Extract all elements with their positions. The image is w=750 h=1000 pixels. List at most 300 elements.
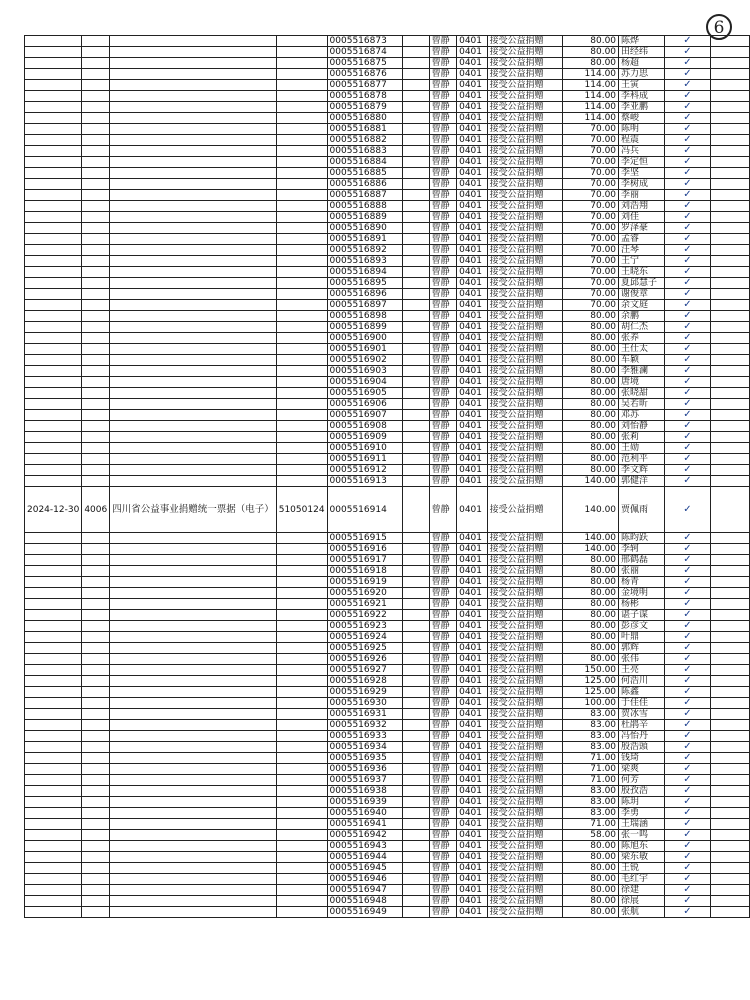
check-mark-cell: ✓	[664, 676, 711, 687]
remark-cell	[711, 454, 750, 465]
date-cell	[25, 621, 82, 632]
issuer-cell: 曾静	[429, 808, 457, 819]
summary-cell: 接受公益捐赠	[487, 610, 562, 621]
amount-cell: 80.00	[562, 654, 618, 665]
date-cell	[25, 610, 82, 621]
remark-cell	[711, 885, 750, 896]
voucher-number-cell	[82, 146, 110, 157]
table-row	[25, 432, 750, 443]
amount-cell: 80.00	[562, 311, 618, 322]
remark-cell	[711, 786, 750, 797]
remark-cell	[711, 157, 750, 168]
summary-cell: 接受公益捐赠	[487, 157, 562, 168]
check-mark-cell: ✓	[664, 797, 711, 808]
voucher-number-cell	[82, 399, 110, 410]
bill-number-cell: 0005516886	[327, 179, 403, 190]
bill-type-cell	[110, 36, 277, 47]
bill-number-cell: 0005516911	[327, 454, 403, 465]
check-mark-cell: ✓	[664, 687, 711, 698]
donor-name-cell: 王瑞涵	[619, 819, 665, 830]
amount-cell: 80.00	[562, 841, 618, 852]
amount-cell: 70.00	[562, 201, 618, 212]
amount-cell: 70.00	[562, 245, 618, 256]
bill-code-cell	[276, 808, 327, 819]
bill-number-cell: 0005516885	[327, 168, 403, 179]
bill-number-cell: 0005516946	[327, 874, 403, 885]
amount-cell: 140.00	[562, 487, 618, 533]
remark-cell	[711, 69, 750, 80]
table-row	[25, 36, 750, 47]
amount-cell: 83.00	[562, 797, 618, 808]
bill-code-cell: 51050124	[276, 487, 327, 533]
bill-code-cell	[276, 102, 327, 113]
voucher-number-cell	[82, 223, 110, 234]
remark-cell	[711, 256, 750, 267]
date-cell	[25, 676, 82, 687]
amount-cell: 83.00	[562, 808, 618, 819]
check-mark-cell: ✓	[664, 830, 711, 841]
date-cell	[25, 654, 82, 665]
blank-cell	[403, 289, 429, 300]
bill-type-cell	[110, 190, 277, 201]
donor-name-cell: 王勋	[619, 443, 665, 454]
check-mark-cell: ✓	[664, 300, 711, 311]
amount-cell: 70.00	[562, 234, 618, 245]
voucher-number-cell	[82, 245, 110, 256]
voucher-number-cell	[82, 764, 110, 775]
summary-cell: 接受公益捐赠	[487, 577, 562, 588]
summary-cell: 接受公益捐赠	[487, 421, 562, 432]
voucher-number-cell	[82, 267, 110, 278]
summary-cell: 接受公益捐赠	[487, 819, 562, 830]
bill-type-cell	[110, 742, 277, 753]
bill-number-cell: 0005516887	[327, 190, 403, 201]
summary-cell: 接受公益捐赠	[487, 410, 562, 421]
bill-number-cell: 0005516882	[327, 135, 403, 146]
remark-cell	[711, 267, 750, 278]
donor-name-cell: 钱琦	[619, 753, 665, 764]
blank-cell	[403, 786, 429, 797]
blank-cell	[403, 698, 429, 709]
date-cell	[25, 764, 82, 775]
account-code-cell: 0401	[457, 698, 488, 709]
account-code-cell: 0401	[457, 124, 488, 135]
check-mark-cell: ✓	[664, 80, 711, 91]
voucher-number-cell	[82, 454, 110, 465]
account-code-cell: 0401	[457, 388, 488, 399]
bill-code-cell	[276, 819, 327, 830]
table-row	[25, 786, 750, 797]
issuer-cell: 曾静	[429, 432, 457, 443]
bill-number-cell: 0005516874	[327, 47, 403, 58]
voucher-number-cell	[82, 830, 110, 841]
bill-code-cell	[276, 599, 327, 610]
date-cell	[25, 146, 82, 157]
bill-number-cell: 0005516949	[327, 907, 403, 918]
table-row	[25, 621, 750, 632]
bill-type-cell	[110, 377, 277, 388]
bill-number-cell: 0005516913	[327, 476, 403, 487]
bill-number-cell: 0005516881	[327, 124, 403, 135]
blank-cell	[403, 742, 429, 753]
bill-type-cell	[110, 797, 277, 808]
date-cell	[25, 808, 82, 819]
table-row	[25, 311, 750, 322]
bill-type-cell	[110, 344, 277, 355]
check-mark-cell: ✓	[664, 555, 711, 566]
check-mark-cell: ✓	[664, 698, 711, 709]
summary-cell: 接受公益捐赠	[487, 764, 562, 775]
bill-number-cell: 0005516895	[327, 278, 403, 289]
bill-type-cell	[110, 69, 277, 80]
date-cell	[25, 256, 82, 267]
bill-number-cell: 0005516943	[327, 841, 403, 852]
date-cell	[25, 179, 82, 190]
issuer-cell: 曾静	[429, 91, 457, 102]
date-cell	[25, 234, 82, 245]
issuer-cell: 曾静	[429, 190, 457, 201]
summary-cell: 接受公益捐赠	[487, 168, 562, 179]
summary-cell: 接受公益捐赠	[487, 654, 562, 665]
bill-type-cell	[110, 80, 277, 91]
summary-cell: 接受公益捐赠	[487, 256, 562, 267]
bill-number-cell: 0005516884	[327, 157, 403, 168]
date-cell	[25, 819, 82, 830]
date-cell	[25, 731, 82, 742]
bill-code-cell	[276, 355, 327, 366]
date-cell	[25, 58, 82, 69]
bill-number-cell: 0005516888	[327, 201, 403, 212]
blank-cell	[403, 355, 429, 366]
account-code-cell: 0401	[457, 731, 488, 742]
bill-type-cell	[110, 245, 277, 256]
voucher-number-cell	[82, 786, 110, 797]
donor-name-cell: 贾佩雨	[619, 487, 665, 533]
remark-cell	[711, 533, 750, 544]
issuer-cell: 曾静	[429, 577, 457, 588]
check-mark-cell: ✓	[664, 852, 711, 863]
amount-cell: 80.00	[562, 907, 618, 918]
date-cell	[25, 775, 82, 786]
donor-name-cell: 冯兵	[619, 146, 665, 157]
issuer-cell: 曾静	[429, 775, 457, 786]
remark-cell	[711, 355, 750, 366]
issuer-cell: 曾静	[429, 786, 457, 797]
date-cell	[25, 355, 82, 366]
donor-name-cell: 李树成	[619, 179, 665, 190]
donor-name-cell: 王亮	[619, 665, 665, 676]
bill-code-cell	[276, 113, 327, 124]
bill-number-cell: 0005516935	[327, 753, 403, 764]
issuer-cell: 曾静	[429, 599, 457, 610]
remark-cell	[711, 874, 750, 885]
table-row	[25, 443, 750, 454]
bill-number-cell: 0005516879	[327, 102, 403, 113]
amount-cell: 83.00	[562, 786, 618, 797]
account-code-cell: 0401	[457, 742, 488, 753]
bill-code-cell	[276, 852, 327, 863]
remark-cell	[711, 432, 750, 443]
issuer-cell: 曾静	[429, 533, 457, 544]
bill-number-cell: 0005516899	[327, 322, 403, 333]
check-mark-cell: ✓	[664, 907, 711, 918]
remark-cell	[711, 742, 750, 753]
voucher-number-cell	[82, 256, 110, 267]
bill-code-cell	[276, 47, 327, 58]
date-cell	[25, 599, 82, 610]
bill-code-cell	[276, 432, 327, 443]
summary-cell: 接受公益捐赠	[487, 487, 562, 533]
remark-cell	[711, 124, 750, 135]
bill-code-cell	[276, 753, 327, 764]
blank-cell	[403, 432, 429, 443]
table-row	[25, 366, 750, 377]
donor-name-cell: 程震	[619, 135, 665, 146]
voucher-number-cell	[82, 168, 110, 179]
amount-cell: 80.00	[562, 874, 618, 885]
donor-name-cell: 王仕太	[619, 344, 665, 355]
issuer-cell: 曾静	[429, 720, 457, 731]
check-mark-cell: ✓	[664, 476, 711, 487]
voucher-number-cell	[82, 102, 110, 113]
issuer-cell: 曾静	[429, 388, 457, 399]
donor-name-cell: 李轲	[619, 544, 665, 555]
check-mark-cell: ✓	[664, 764, 711, 775]
date-cell	[25, 544, 82, 555]
remark-cell	[711, 245, 750, 256]
blank-cell	[403, 311, 429, 322]
donor-name-cell: 王宁	[619, 256, 665, 267]
account-code-cell: 0401	[457, 852, 488, 863]
account-code-cell: 0401	[457, 720, 488, 731]
bill-type-cell	[110, 654, 277, 665]
voucher-number-cell	[82, 577, 110, 588]
remark-cell	[711, 377, 750, 388]
remark-cell	[711, 808, 750, 819]
voucher-number-cell	[82, 234, 110, 245]
bill-code-cell	[276, 311, 327, 322]
blank-cell	[403, 621, 429, 632]
bill-code-cell	[276, 443, 327, 454]
summary-cell: 接受公益捐赠	[487, 366, 562, 377]
check-mark-cell: ✓	[664, 212, 711, 223]
check-mark-cell: ✓	[664, 289, 711, 300]
blank-cell	[403, 874, 429, 885]
amount-cell: 80.00	[562, 47, 618, 58]
bill-code-cell	[276, 454, 327, 465]
remark-cell	[711, 476, 750, 487]
check-mark-cell: ✓	[664, 443, 711, 454]
remark-cell	[711, 643, 750, 654]
amount-cell: 114.00	[562, 80, 618, 91]
donor-name-cell: 陈鑫	[619, 687, 665, 698]
voucher-number-cell	[82, 819, 110, 830]
issuer-cell: 曾静	[429, 698, 457, 709]
remark-cell	[711, 566, 750, 577]
bill-type-cell	[110, 533, 277, 544]
issuer-cell: 曾静	[429, 566, 457, 577]
blank-cell	[403, 168, 429, 179]
summary-cell: 接受公益捐赠	[487, 874, 562, 885]
amount-cell: 114.00	[562, 113, 618, 124]
summary-cell: 接受公益捐赠	[487, 80, 562, 91]
amount-cell: 80.00	[562, 621, 618, 632]
donor-name-cell: 刘佳	[619, 212, 665, 223]
bill-type-cell	[110, 322, 277, 333]
blank-cell	[403, 58, 429, 69]
donor-name-cell: 张丽	[619, 566, 665, 577]
account-code-cell: 0401	[457, 819, 488, 830]
summary-cell: 接受公益捐赠	[487, 533, 562, 544]
voucher-number-cell	[82, 566, 110, 577]
voucher-number-cell	[82, 687, 110, 698]
blank-cell	[403, 566, 429, 577]
blank-cell	[403, 907, 429, 918]
table-row	[25, 720, 750, 731]
bill-code-cell	[276, 388, 327, 399]
bill-type-cell	[110, 58, 277, 69]
blank-cell	[403, 808, 429, 819]
bill-type-cell	[110, 179, 277, 190]
date-cell	[25, 720, 82, 731]
date-cell	[25, 91, 82, 102]
date-cell	[25, 454, 82, 465]
donor-name-cell: 郭健洋	[619, 476, 665, 487]
bill-code-cell	[276, 465, 327, 476]
table-row	[25, 388, 750, 399]
issuer-cell: 曾静	[429, 621, 457, 632]
bill-type-cell	[110, 544, 277, 555]
donor-name-cell: 李坚	[619, 168, 665, 179]
issuer-cell: 曾静	[429, 135, 457, 146]
account-code-cell: 0401	[457, 841, 488, 852]
account-code-cell: 0401	[457, 676, 488, 687]
remark-cell	[711, 487, 750, 533]
check-mark-cell: ✓	[664, 753, 711, 764]
bill-number-cell: 0005516907	[327, 410, 403, 421]
summary-cell: 接受公益捐赠	[487, 476, 562, 487]
bill-type-cell	[110, 267, 277, 278]
amount-cell: 80.00	[562, 588, 618, 599]
blank-cell	[403, 333, 429, 344]
summary-cell: 接受公益捐赠	[487, 344, 562, 355]
check-mark-cell: ✓	[664, 841, 711, 852]
account-code-cell: 0401	[457, 212, 488, 223]
check-mark-cell: ✓	[664, 113, 711, 124]
voucher-number-cell	[82, 366, 110, 377]
donor-name-cell: 徐展	[619, 896, 665, 907]
voucher-number-cell	[82, 731, 110, 742]
bill-type-cell	[110, 476, 277, 487]
account-code-cell: 0401	[457, 311, 488, 322]
remark-cell	[711, 47, 750, 58]
table-row	[25, 58, 750, 69]
donor-name-cell: 张一鸣	[619, 830, 665, 841]
bill-type-cell	[110, 454, 277, 465]
table-row	[25, 544, 750, 555]
remark-cell	[711, 577, 750, 588]
donor-name-cell: 杨青	[619, 577, 665, 588]
blank-cell	[403, 212, 429, 223]
donor-name-cell: 孟睿	[619, 234, 665, 245]
remark-cell	[711, 399, 750, 410]
donor-name-cell: 谢俊章	[619, 289, 665, 300]
summary-cell: 接受公益捐赠	[487, 841, 562, 852]
voucher-number-cell	[82, 410, 110, 421]
check-mark-cell: ✓	[664, 366, 711, 377]
check-mark-cell: ✓	[664, 863, 711, 874]
issuer-cell: 曾静	[429, 443, 457, 454]
check-mark-cell: ✓	[664, 874, 711, 885]
check-mark-cell: ✓	[664, 896, 711, 907]
check-mark-cell: ✓	[664, 223, 711, 234]
blank-cell	[403, 599, 429, 610]
bill-type-cell	[110, 91, 277, 102]
blank-cell	[403, 113, 429, 124]
bill-type-cell	[110, 720, 277, 731]
account-code-cell: 0401	[457, 366, 488, 377]
account-code-cell: 0401	[457, 168, 488, 179]
table-row	[25, 47, 750, 58]
account-code-cell: 0401	[457, 907, 488, 918]
voucher-number-cell	[82, 643, 110, 654]
table-row	[25, 577, 750, 588]
bill-number-cell: 0005516896	[327, 289, 403, 300]
voucher-number-cell	[82, 476, 110, 487]
bill-type-cell	[110, 212, 277, 223]
check-mark-cell: ✓	[664, 544, 711, 555]
table-row	[25, 676, 750, 687]
issuer-cell: 曾静	[429, 355, 457, 366]
account-code-cell: 0401	[457, 190, 488, 201]
date-cell	[25, 223, 82, 234]
check-mark-cell: ✓	[664, 47, 711, 58]
remark-cell	[711, 300, 750, 311]
issuer-cell: 曾静	[429, 830, 457, 841]
account-code-cell: 0401	[457, 179, 488, 190]
voucher-number-cell	[82, 841, 110, 852]
bill-number-cell: 0005516878	[327, 91, 403, 102]
date-cell	[25, 157, 82, 168]
bill-number-cell: 0005516934	[327, 742, 403, 753]
issuer-cell: 曾静	[429, 610, 457, 621]
issuer-cell: 曾静	[429, 454, 457, 465]
blank-cell	[403, 454, 429, 465]
check-mark-cell: ✓	[664, 190, 711, 201]
remark-cell	[711, 421, 750, 432]
summary-cell: 接受公益捐赠	[487, 555, 562, 566]
donor-name-cell: 汪琴	[619, 245, 665, 256]
bill-type-cell	[110, 786, 277, 797]
bill-type-cell	[110, 698, 277, 709]
account-code-cell: 0401	[457, 654, 488, 665]
table-row	[25, 632, 750, 643]
summary-cell: 接受公益捐赠	[487, 333, 562, 344]
bill-code-cell	[276, 212, 327, 223]
summary-cell: 接受公益捐赠	[487, 179, 562, 190]
donor-name-cell: 贺冰雪	[619, 709, 665, 720]
account-code-cell: 0401	[457, 146, 488, 157]
remark-cell	[711, 80, 750, 91]
bill-code-cell	[276, 720, 327, 731]
check-mark-cell: ✓	[664, 146, 711, 157]
table-row	[25, 256, 750, 267]
donor-name-cell: 余鹏	[619, 311, 665, 322]
summary-cell: 接受公益捐赠	[487, 69, 562, 80]
amount-cell: 80.00	[562, 852, 618, 863]
summary-cell: 接受公益捐赠	[487, 223, 562, 234]
voucher-number-cell	[82, 201, 110, 212]
